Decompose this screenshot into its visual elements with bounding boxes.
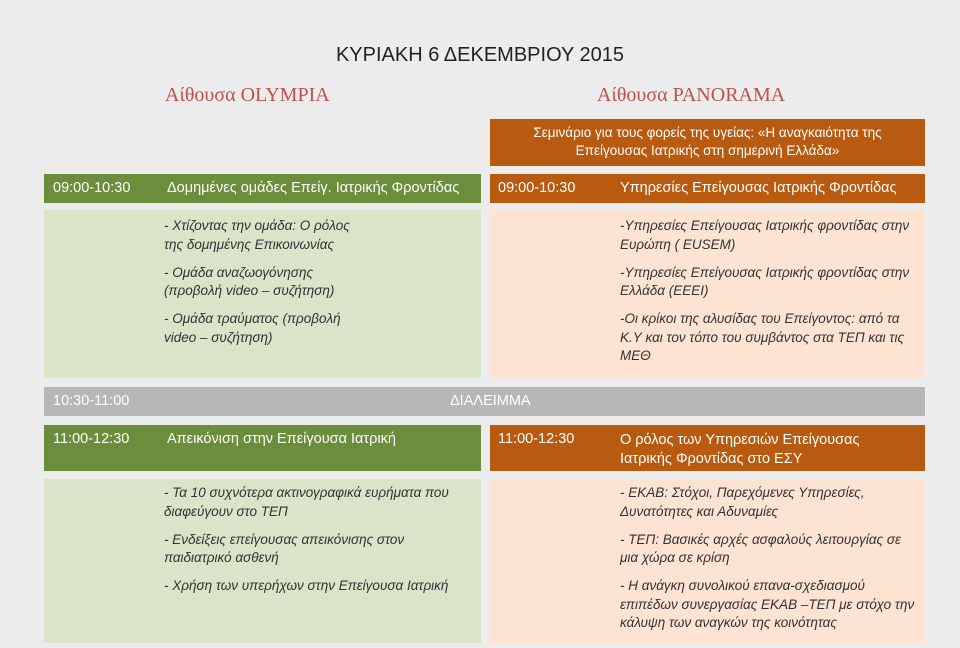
session-body (490, 210, 925, 378)
room-prefix: Αίθουσα (597, 84, 668, 106)
session-body (44, 479, 481, 643)
session-item: - Τα 10 συχνότερα ακτινογραφικά ευρήματα που διαφεύγουν στο ΤΕΠ (164, 485, 449, 519)
session-item: - ΤΕΠ: Βασικές αρχές ασφαλούς λειτουργίας σε μια χώρα σε κρίση (620, 531, 901, 565)
session-title: Υπηρεσίες Επείγουσας Ιατρικής Φροντίδας (620, 180, 897, 196)
session-item: - ΕΚΑΒ: Στόχοι, Παρεχόμενες Υπηρεσίες, Δυνατότητες και Αδυναμίες (620, 485, 865, 519)
break-label: ΔΙΑΛΕΙΜΜΑ (450, 393, 531, 409)
session-time: 09:00-10:30 (498, 180, 576, 196)
session-time: 09:00-10:30 (53, 180, 131, 196)
room-name: PANORAMA (672, 84, 786, 106)
session-header (44, 425, 481, 471)
room-prefix: Αίθουσα (165, 84, 236, 106)
session-time: 11:00-12:30 (53, 431, 130, 447)
break-time: 10:30-11:00 (53, 393, 130, 409)
session-item: - Η ανάγκη συνολικού επανα-σχεδιασμού επιπέδων συνεργασίας ΕΚΑΒ –ΤΕΠ με στόχο την κάλυψη των αναγκών της κοινότητας (620, 578, 915, 630)
session-header (44, 174, 481, 203)
session-title: Ο ρόλος των Υπηρεσιών Επείγουσας Ιατρικής Φροντίδας στο ΕΣΥ (620, 432, 860, 467)
session-title: Απεικόνιση στην Επείγουσα Ιατρική (167, 431, 396, 447)
session-header (490, 174, 925, 203)
session-item: - Ομάδα αναζωογόνησης (προβολή video – συζήτηση) (164, 264, 335, 298)
session-item: - Χτίζοντας την ομάδα: Ο ρόλος της δομημένης Επικοινωνίας (164, 218, 350, 252)
page-title: ΚΥΡΙΑΚΗ 6 ΔΕΚΕΜΒΡΙΟΥ 2015 (335, 44, 625, 66)
session-item: -Υπηρεσίες Επείγουσας Ιατρικής φροντίδας στην Ελλάδα (ΕΕΕΙ) (620, 264, 910, 298)
session-time: 11:00-12:30 (498, 431, 575, 447)
room-olympia (165, 84, 330, 107)
session-item: - Ενδείξεις επείγουσας απεικόνισης στον παιδιατρικό ασθενή (164, 531, 405, 565)
session-item: -Οι κρίκοι της αλυσίδας του Επείγοντος: από τα Κ.Υ και τον τόπο του συμβάντος στα ΤΕΠ και τις ΜΕΘ (620, 311, 905, 363)
session-body (490, 479, 925, 643)
session-header (490, 425, 925, 471)
session-item: - Χρήση των υπερήχων στην Επείγουσα Ιατρική (164, 578, 449, 593)
room-panorama (597, 84, 785, 107)
room-name: OLYMPIA (240, 84, 330, 106)
session-item: -Υπηρεσίες Επείγουσας Ιατρικής φροντίδας στην Ευρώπη ( EUSEM) (620, 218, 910, 252)
session-body (44, 210, 481, 378)
break-bar (44, 387, 925, 416)
session-item: - Ομάδα τραύματος (προβολή video – συζήτηση) (164, 311, 341, 345)
seminar-banner: Σεμινάριο για τους φορείς της υγείας: «Η αναγκαιότητα της Επείγουσας Ιατρικής στη σημερινή Ελλάδα» (490, 119, 925, 166)
session-title: Δομημένες ομάδες Επείγ. Ιατρικής Φροντίδας (167, 180, 460, 196)
